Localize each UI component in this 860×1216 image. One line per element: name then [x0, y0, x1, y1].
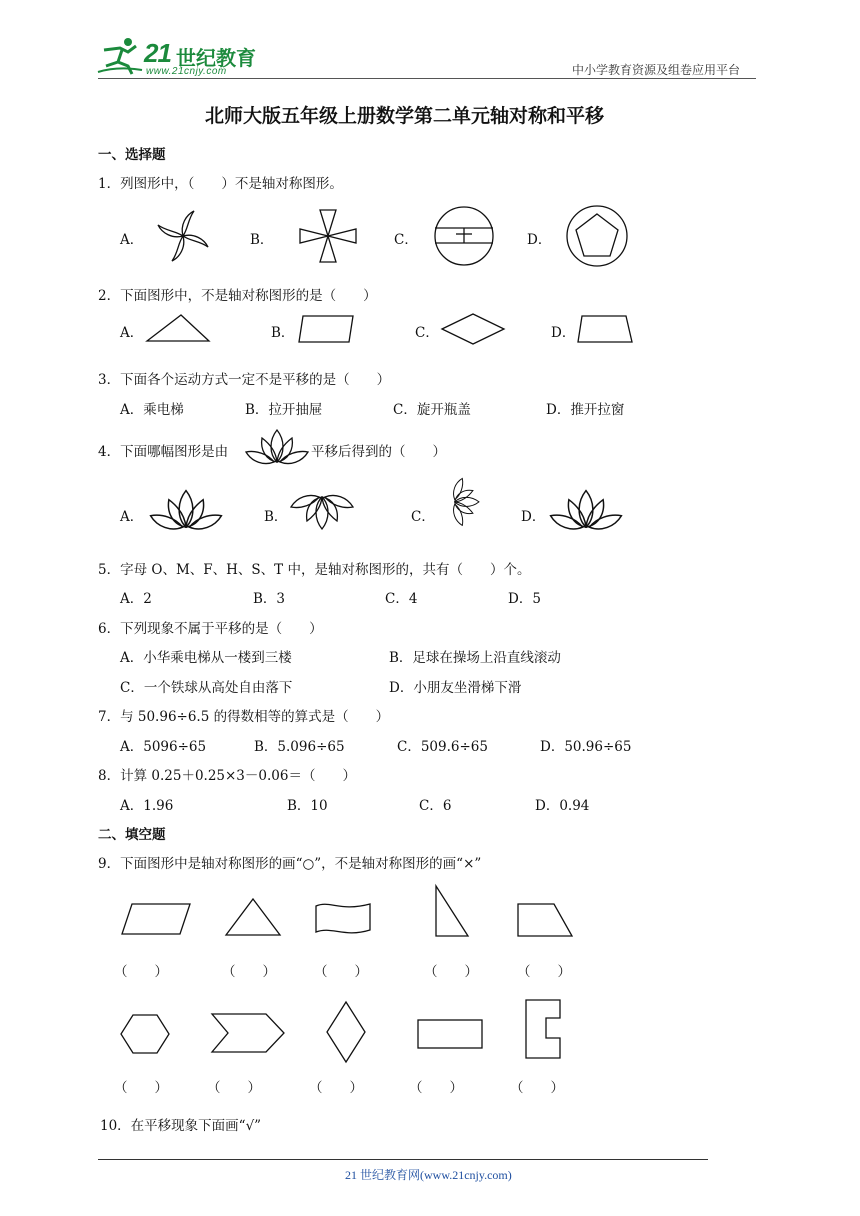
- answer-blank[interactable]: （ ）: [409, 1080, 463, 1096]
- shape-right-triangle: [432, 884, 470, 940]
- section-choice-heading: 一、选择题: [98, 147, 166, 163]
- header-platform-text: 中小学教育资源及组卷应用平台: [572, 63, 741, 77]
- q4-option-a-label: A．: [120, 509, 144, 525]
- answer-blank[interactable]: （ ）: [510, 1080, 564, 1096]
- trapezoid-figure: [576, 314, 634, 344]
- logo-number: 21: [144, 38, 171, 68]
- pinwheel-moon-figure: [150, 205, 216, 267]
- q2-option-d-label: D．: [551, 325, 576, 341]
- lotus-option-a-figure: [146, 486, 226, 534]
- q6-option-c: C．一个铁球从高处自由落下: [120, 680, 293, 696]
- footer-rule: [98, 1159, 708, 1160]
- footer-source: 21 世纪教育网(www.21cnjy.com): [345, 1168, 512, 1182]
- answer-blank[interactable]: （ ）: [517, 964, 571, 980]
- q4-stem-start: 4．下面哪幅图形是由: [98, 444, 229, 460]
- shape-chevron-arrow: [210, 1012, 286, 1054]
- answer-blank[interactable]: （ ）: [424, 964, 478, 980]
- q10-stem: 10．在平移现象下面画“√”: [100, 1118, 262, 1134]
- parallelogram-figure: [297, 314, 355, 344]
- logo-url: www.21cnjy.com: [146, 66, 227, 77]
- q3-option-b: B．拉开抽屉: [245, 402, 323, 418]
- q4-option-b-label: B．: [264, 509, 288, 525]
- shape-parallelogram: [120, 902, 192, 936]
- circle-symbol-figure: [432, 205, 496, 267]
- q3-option-c: C．旋开瓶盖: [393, 402, 471, 418]
- q5-option-c: C．4: [385, 591, 418, 607]
- cross-arrows-figure: [298, 208, 358, 264]
- q2-option-c-label: C．: [415, 325, 439, 341]
- shape-notched-rectangle: [524, 998, 564, 1060]
- answer-blank[interactable]: （ ）: [114, 964, 168, 980]
- q8-stem: 8．计算 0.25＋0.25×3－0.06＝（ ）: [98, 768, 356, 784]
- q6-option-d: D．小朋友坐滑梯下滑: [389, 680, 522, 696]
- q1-option-c-label: C．: [394, 232, 418, 248]
- q5-stem: 5．字母 O、M、F、H、S、T 中，是轴对称图形的，共有（ ）个。: [98, 562, 531, 578]
- lotus-reference-figure: [244, 426, 310, 468]
- q5-option-a: A．2: [120, 591, 152, 607]
- q1-option-b-label: B．: [250, 232, 274, 248]
- section-fill-heading: 二、填空题: [98, 827, 166, 843]
- answer-blank[interactable]: （ ）: [114, 1080, 168, 1096]
- answer-blank[interactable]: （ ）: [314, 964, 368, 980]
- page-title: 北师大版五年级上册数学第二单元轴对称和平移: [205, 105, 605, 127]
- q7-option-b: B．5.096÷65: [254, 739, 345, 755]
- answer-blank[interactable]: （ ）: [309, 1080, 363, 1096]
- q1-option-d-label: D．: [527, 232, 552, 248]
- rhombus-figure: [440, 312, 506, 346]
- q8-option-a: A．1.96: [120, 798, 174, 814]
- runner-logo-icon: [98, 36, 144, 76]
- q6-stem: 6．下列现象不属于平移的是（ ）: [98, 621, 323, 637]
- q5-option-d: D．5: [508, 591, 541, 607]
- q4-option-c-label: C．: [411, 509, 435, 525]
- answer-blank[interactable]: （ ）: [207, 1080, 261, 1096]
- q1-option-a-label: A．: [120, 232, 144, 248]
- q5-option-b: B．3: [253, 591, 286, 607]
- q4-stem-end: 平移后得到的（ ）: [311, 444, 446, 460]
- q7-option-d: D．50.96÷65: [540, 739, 632, 755]
- shape-flag-wave: [314, 900, 372, 938]
- q3-option-d: D．推开拉窗: [546, 402, 625, 418]
- q4-option-d-label: D．: [521, 509, 546, 525]
- q7-option-c: C．509.6÷65: [397, 739, 488, 755]
- q2-option-b-label: B．: [271, 325, 295, 341]
- shape-triangle: [224, 897, 282, 937]
- q3-stem: 3．下面各个运动方式一定不是平移的是（ ）: [98, 372, 391, 388]
- header-rule: [98, 78, 756, 79]
- q2-option-a-label: A．: [120, 325, 144, 341]
- q8-option-c: C．6: [419, 798, 452, 814]
- triangle-figure: [145, 313, 211, 343]
- q9-stem: 9．下面图形中是轴对称图形的画“○”，不是轴对称图形的画“×”: [98, 856, 482, 872]
- lotus-option-d-figure: [546, 486, 626, 534]
- q7-stem: 7．与 50.96÷6.5 的得数相等的算式是（ ）: [98, 709, 390, 725]
- lotus-option-c-figure: [432, 478, 482, 544]
- q3-option-a: A．乘电梯: [120, 402, 184, 418]
- shape-rhombus: [325, 1000, 367, 1064]
- q7-option-a: A．5096÷65: [120, 739, 207, 755]
- q8-option-d: D．0.94: [535, 798, 590, 814]
- shape-hexagon: [119, 1013, 171, 1055]
- q6-option-a: A．小华乘电梯从一楼到三楼: [120, 650, 292, 666]
- shape-right-trapezoid: [516, 902, 574, 938]
- q2-stem: 2．下面图形中，不是轴对称图形的是（ ）: [98, 288, 377, 304]
- q1-stem: 1．列图形中，（ ）不是轴对称图形。: [98, 176, 343, 192]
- q8-option-b: B．10: [287, 798, 328, 814]
- logo-text: 世纪教育: [176, 46, 256, 70]
- q6-option-b: B．足球在操场上沿直线滚动: [389, 650, 561, 666]
- pentagon-in-circle-figure: [565, 204, 629, 268]
- shape-rectangle: [416, 1018, 484, 1050]
- lotus-option-b-figure: [289, 487, 355, 537]
- answer-blank[interactable]: （ ）: [222, 964, 276, 980]
